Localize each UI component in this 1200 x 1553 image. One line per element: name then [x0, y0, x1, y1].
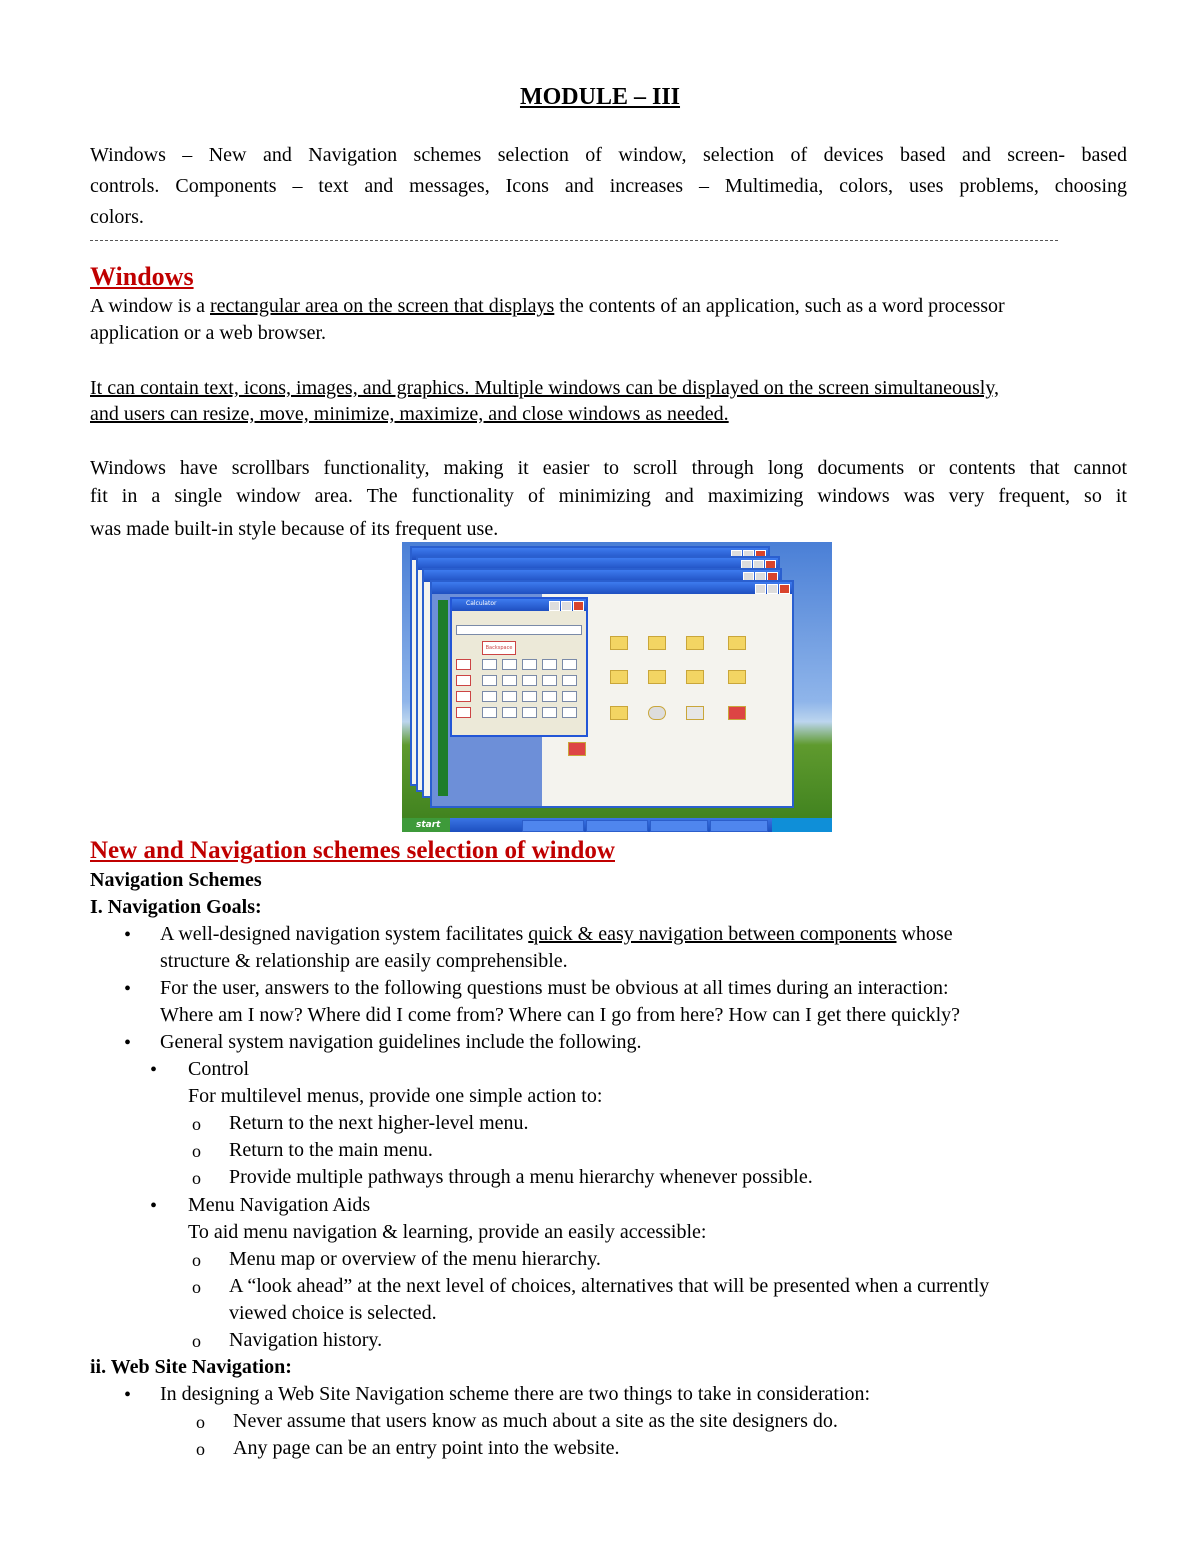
- o-bullet: o: [192, 1331, 201, 1351]
- bullet-1: •: [124, 924, 132, 946]
- o-bullet: o: [196, 1412, 205, 1432]
- nav-heading: New and Navigation schemes selection of window: [90, 837, 615, 864]
- calculator-backspace-key: Backspace: [482, 641, 516, 655]
- bullet-control: •: [150, 1059, 158, 1081]
- web-item-2: Any page can be an entry point into the website.: [233, 1437, 620, 1459]
- intro-line-1: Windows – New and Navigation schemes selection of window, selection of devices based and screen- based: [90, 144, 1127, 166]
- aids-item-2-line-1: A “look ahead” at the next level of choices, alternatives that will be presented when a currently: [229, 1275, 990, 1297]
- aids-label: Menu Navigation Aids: [188, 1194, 371, 1216]
- start-button: start: [402, 818, 450, 832]
- section-divider: [90, 240, 1058, 241]
- bullet-web: •: [124, 1384, 132, 1406]
- nav-b2-line-1: For the user, answers to the following questions must be obvious at all times during an interaction:: [160, 977, 949, 999]
- windows-p3-line-2: fit in a single window area. The functionality of minimizing and maximizing windows was very frequent, so it: [90, 485, 1127, 507]
- windows-heading: Windows: [90, 262, 194, 291]
- control-item-3: Provide multiple pathways through a menu hierarchy whenever possible.: [229, 1166, 813, 1188]
- web-heading: ii. Web Site Navigation:: [90, 1356, 292, 1378]
- web-b1: In designing a Web Site Navigation scheme there are two things to take in consideration:: [160, 1383, 871, 1405]
- bullet-2: •: [124, 978, 132, 1000]
- windows-p1-line-1: A window is a rectangular area on the screen that displays the contents of an application, such as a word processor: [90, 295, 1005, 317]
- aids-item-3: Navigation history.: [229, 1329, 383, 1351]
- aids-item-1: Menu map or overview of the menu hierarchy.: [229, 1248, 601, 1270]
- o-bullet: o: [192, 1250, 201, 1270]
- o-bullet: o: [192, 1141, 201, 1161]
- windows-p3-line-3: was made built-in style because of its frequent use.: [90, 518, 499, 540]
- nav-goals-heading: I. Navigation Goals:: [90, 896, 262, 918]
- nav-subheading: Navigation Schemes: [90, 869, 262, 891]
- taskbar: [402, 818, 832, 832]
- nav-b1-line-1: A well-designed navigation system facilitates quick & easy navigation between components whose: [160, 923, 953, 945]
- windows-p2-line-2: and users can resize, move, minimize, maximize, and close windows as needed.: [90, 403, 729, 425]
- control-item-1: Return to the next higher-level menu.: [229, 1112, 529, 1134]
- windows-p3-line-1: Windows have scrollbars functionality, making it easier to scroll through long documents or contents that cannot: [90, 457, 1127, 479]
- bullet-aids: •: [150, 1195, 158, 1217]
- o-bullet: o: [192, 1114, 201, 1134]
- o-bullet: o: [192, 1277, 201, 1297]
- calculator-window: [450, 597, 588, 737]
- bullet-3: •: [124, 1032, 132, 1054]
- o-bullet: o: [196, 1439, 205, 1459]
- aids-item-2-line-2: viewed choice is selected.: [229, 1302, 437, 1324]
- web-item-1: Never assume that users know as much about a site as the site designers do.: [233, 1410, 838, 1432]
- page-title: MODULE – III: [519, 84, 681, 110]
- calculator-title: Calculator: [466, 600, 497, 607]
- windows-p1-line-2: application or a web browser.: [90, 322, 327, 344]
- nav-b2-line-2: Where am I now? Where did I come from? Where can I go from here? How can I get there quickly?: [160, 1004, 960, 1026]
- windows-p2-line-1: It can contain text, icons, images, and graphics. Multiple windows can be displayed on the screen simultaneously,: [90, 377, 1000, 399]
- aids-intro: To aid menu navigation & learning, provide an easily accessible:: [188, 1221, 707, 1243]
- control-item-2: Return to the main menu.: [229, 1139, 433, 1161]
- control-label: Control: [188, 1058, 250, 1080]
- o-bullet: o: [192, 1168, 201, 1188]
- nav-b3: General system navigation guidelines include the following.: [160, 1031, 642, 1053]
- nav-b1-line-2: structure & relationship are easily comprehensible.: [160, 950, 568, 972]
- control-intro: For multilevel menus, provide one simple action to:: [188, 1085, 603, 1107]
- intro-line-3: colors.: [90, 206, 144, 228]
- intro-line-2: controls. Components – text and messages, Icons and increases – Multimedia, colors, uses problems, choosing: [90, 175, 1127, 197]
